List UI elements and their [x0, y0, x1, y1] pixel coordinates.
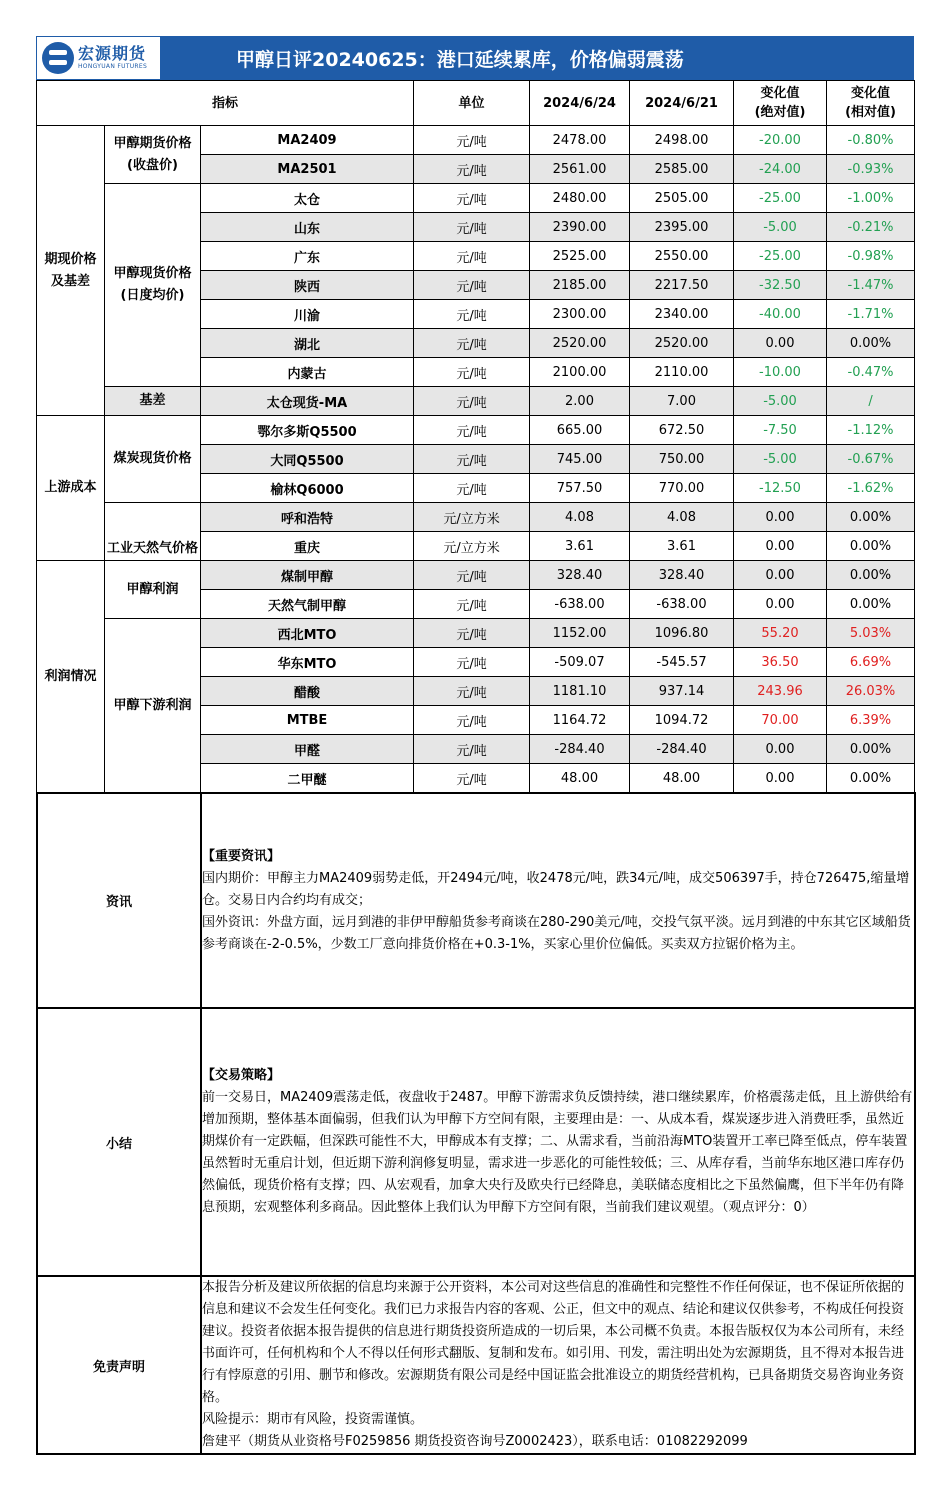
logo-english-name: HONGYUAN FUTURES — [78, 63, 148, 70]
change-absolute: 0.00 — [734, 590, 827, 619]
group-basis-line1: 基差 — [139, 393, 166, 408]
group-downstream-profit-line1: 甲醇下游利润 — [113, 697, 192, 713]
group-gas-price — [105, 503, 201, 561]
change-relative: -0.98% — [827, 242, 915, 271]
indicator-name: 榆林Q6000 — [201, 474, 414, 503]
indicator-name: 陕西 — [201, 271, 414, 300]
change-absolute: -5.00 — [734, 213, 827, 242]
unit-cell: 元/吨 — [414, 619, 530, 648]
change-relative: 26.03% — [827, 677, 915, 706]
group-coal-price-line1: 煤炭现货价格 — [113, 451, 192, 466]
news-body — [201, 793, 915, 1008]
change-relative: 6.39% — [827, 706, 915, 735]
change-relative: 5.03% — [827, 619, 915, 648]
unit-cell: 元/吨 — [414, 764, 530, 793]
header-rel-change-line1: 变化值 — [851, 86, 891, 101]
change-relative: -0.47% — [827, 358, 915, 387]
change-absolute: 0.00 — [734, 532, 827, 561]
change-absolute: -40.00 — [734, 300, 827, 329]
indicator-name: 甲醛 — [201, 735, 414, 764]
unit-cell: 元/吨 — [414, 300, 530, 329]
value-previous: 2585.00 — [630, 155, 734, 184]
table-row — [37, 561, 915, 590]
indicator-name: 山东 — [201, 213, 414, 242]
indicator-name: MA2501 — [201, 155, 414, 184]
indicator-name: 华东MTO — [201, 648, 414, 677]
header-abs-change — [734, 81, 827, 126]
value-current: 1181.10 — [530, 677, 630, 706]
header-rel-change — [827, 81, 915, 126]
group-futures-price — [105, 126, 201, 184]
header-rel-change-line2: (相对值) — [845, 105, 896, 120]
change-relative: 0.00% — [827, 329, 915, 358]
unit-cell: 元/吨 — [414, 677, 530, 706]
unit-cell: 元/吨 — [414, 184, 530, 213]
value-previous: 750.00 — [630, 445, 734, 474]
change-relative: 0.00% — [827, 503, 915, 532]
header-abs-change-line2: (绝对值) — [754, 105, 806, 120]
unit-cell: 元/吨 — [414, 590, 530, 619]
unit-cell: 元/吨 — [414, 271, 530, 300]
change-relative: 6.69% — [827, 648, 915, 677]
change-relative: -0.67% — [827, 445, 915, 474]
indicator-name: 重庆 — [201, 532, 414, 561]
indicator-name: 内蒙古 — [201, 358, 414, 387]
change-absolute: -5.00 — [734, 387, 827, 416]
indicator-table — [36, 80, 915, 793]
logo-mark-icon — [42, 42, 74, 74]
indicator-name: 广东 — [201, 242, 414, 271]
unit-cell: 元/吨 — [414, 416, 530, 445]
category-spot-basis-line2: 及基差 — [50, 273, 90, 289]
change-absolute: 243.96 — [734, 677, 827, 706]
indicator-name: 太仓现货-MA — [201, 387, 414, 416]
disclaimer-row — [37, 1276, 915, 1454]
indicator-name: 大同Q5500 — [201, 445, 414, 474]
value-previous: 2498.00 — [630, 126, 734, 155]
indicator-name: 煤制甲醇 — [201, 561, 414, 590]
category-upstream-cost — [37, 416, 105, 561]
value-current: 3.61 — [530, 532, 630, 561]
value-previous: 2395.00 — [630, 213, 734, 242]
value-previous: 2110.00 — [630, 358, 734, 387]
change-relative: -1.12% — [827, 416, 915, 445]
unit-cell: 元/吨 — [414, 213, 530, 242]
indicator-name: 鄂尔多斯Q5500 — [201, 416, 414, 445]
value-previous: -284.40 — [630, 735, 734, 764]
summary-body — [201, 1008, 915, 1276]
unit-cell: 元/吨 — [414, 445, 530, 474]
commentary-table — [36, 792, 916, 1455]
value-current: 2185.00 — [530, 271, 630, 300]
value-current: -638.00 — [530, 590, 630, 619]
value-previous: 3.61 — [630, 532, 734, 561]
disclaimer-body — [201, 1276, 915, 1454]
change-absolute: 55.20 — [734, 619, 827, 648]
value-current: 328.40 — [530, 561, 630, 590]
value-previous: 328.40 — [630, 561, 734, 590]
change-absolute: 70.00 — [734, 706, 827, 735]
value-current: 2525.00 — [530, 242, 630, 271]
unit-cell: 元/吨 — [414, 561, 530, 590]
summary-tag: 【交易策略】 — [202, 1068, 281, 1083]
unit-cell: 元/吨 — [414, 155, 530, 184]
group-futures-price-line1: 甲醇期货价格 — [113, 135, 192, 151]
change-absolute: -5.00 — [734, 445, 827, 474]
value-previous: -638.00 — [630, 590, 734, 619]
value-previous: -545.57 — [630, 648, 734, 677]
table-row — [37, 126, 915, 155]
unit-cell: 元/吨 — [414, 706, 530, 735]
unit-cell: 元/吨 — [414, 126, 530, 155]
change-relative: 0.00% — [827, 590, 915, 619]
value-current: 2480.00 — [530, 184, 630, 213]
indicator-name: 西北MTO — [201, 619, 414, 648]
value-previous: 672.50 — [630, 416, 734, 445]
change-relative: 0.00% — [827, 532, 915, 561]
indicator-name: 湖北 — [201, 329, 414, 358]
value-current: 1164.72 — [530, 706, 630, 735]
report-title: 甲醇日评20240625：港口延续累库，价格偏弱震荡 — [236, 48, 684, 71]
table-row — [37, 416, 915, 445]
group-coal-price — [105, 416, 201, 503]
group-futures-price-line2: (收盘价) — [127, 157, 178, 173]
value-current: 2561.00 — [530, 155, 630, 184]
unit-cell: 元/吨 — [414, 735, 530, 764]
value-current: 2520.00 — [530, 329, 630, 358]
value-current: 745.00 — [530, 445, 630, 474]
change-relative: -0.80% — [827, 126, 915, 155]
change-absolute: 0.00 — [734, 503, 827, 532]
report-sheet — [36, 36, 914, 1455]
group-downstream-profit — [105, 619, 201, 793]
group-methanol-profit — [105, 561, 201, 619]
change-relative: -0.21% — [827, 213, 915, 242]
group-methanol-profit-line1: 甲醇利润 — [126, 581, 179, 597]
analyst-contact: 詹建平（期货从业资格号F0259856 期货投资咨询号Z0002423），联系电话：01082292099 — [202, 1434, 748, 1449]
indicator-name: MA2409 — [201, 126, 414, 155]
unit-cell: 元/立方米 — [414, 532, 530, 561]
value-previous: 2505.00 — [630, 184, 734, 213]
unit-cell: 元/立方米 — [414, 503, 530, 532]
change-relative: 0.00% — [827, 764, 915, 793]
unit-cell: 元/吨 — [414, 387, 530, 416]
value-current: 1152.00 — [530, 619, 630, 648]
group-gas-price-line1: 工业天然气价格 — [106, 541, 198, 556]
news-foreign: 国外资讯：外盘方面，远月到港的非伊甲醇船货参考商谈在280-290美元/吨，交投气氛平淡。远月到港的中东其它区域船货参考商谈在-2-0.5%，少数工厂意向排货价格在+0.3-1%，买家心里价位偏低。买卖双方拉锯价格为主。 — [202, 914, 911, 952]
unit-cell: 元/吨 — [414, 474, 530, 503]
disclaimer-text: 本报告分析及建议所依据的信息均来源于公开资料，本公司对这些信息的准确性和完整性不作任何保证，也不保证所依据的信息和建议不会发生任何变化。我们已力求报告内容的客观、公正，但文中的观点、结论和建议仅供参考，不构成任何投资建议。投资者依据本报告提供的信息进行期货投资所造成的一切后果，本公司概不负责。本报告版权仅为本公司所有，未经书面许可，任何机构和个人不得以任何形式翻版、复制和发布。如引用、刊发，需注明出处为宏源期货，且不得对本报告进行有悖原意的引用、删节和修改。宏源期货有限公司是经中国证监会批准设立的期货经营机构，已具备期货交易咨询业务资格。 — [202, 1280, 905, 1405]
indicator-name: 川渝 — [201, 300, 414, 329]
value-current: 2.00 — [530, 387, 630, 416]
disclaimer-label: 免责声明 — [37, 1276, 201, 1454]
header-unit: 单位 — [414, 81, 530, 126]
value-previous: 1094.72 — [630, 706, 734, 735]
logo-text — [78, 46, 147, 70]
value-previous: 4.08 — [630, 503, 734, 532]
value-previous: 770.00 — [630, 474, 734, 503]
value-current: 48.00 — [530, 764, 630, 793]
category-spot-basis-line1: 期现价格 — [44, 251, 97, 267]
group-spot-price — [105, 184, 201, 387]
change-absolute: -12.50 — [734, 474, 827, 503]
change-absolute: 36.50 — [734, 648, 827, 677]
change-absolute: -25.00 — [734, 242, 827, 271]
news-label: 资讯 — [37, 793, 201, 1008]
unit-cell: 元/吨 — [414, 358, 530, 387]
change-absolute: 0.00 — [734, 735, 827, 764]
summary-label: 小结 — [37, 1008, 201, 1276]
table-row — [37, 503, 915, 532]
value-current: -509.07 — [530, 648, 630, 677]
change-absolute: -10.00 — [734, 358, 827, 387]
change-absolute: 0.00 — [734, 329, 827, 358]
group-spot-price-line2: (日度均价) — [120, 288, 185, 303]
value-previous: 48.00 — [630, 764, 734, 793]
table-row — [37, 184, 915, 213]
indicator-name: 天然气制甲醇 — [201, 590, 414, 619]
summary-text: 前一交易日，MA2409震荡走低，夜盘收于2487。甲醇下游需求负反馈持续，港口继续累库，价格震荡走低，且上游供给有增加预期，整体基本面偏弱，但我们认为甲醇下方空间有限，主要理由是：一、从成本看，煤炭逐步进入消费旺季，虽然近期煤价有一定跌幅，但深跌可能性不大，甲醇成本有支撑；二、从需求看，当前沿海MTO装置开工率已降至低点，停车装置虽然暂时无重启计划，但近期下游利润修复明显，需求进一步恶化的可能性较低；三、从库存看，当前华东地区港口库存仍然偏低，现货价格有支撑；四、从宏观看，加拿大央行及欧央行已经降息，美联储态度相比之下虽然偏鹰，但下半年仍有降息预期，宏观整体利多商品。因此整体上我们认为甲醇下方空间有限，当前我们建议观望。（观点评分：0） — [202, 1090, 913, 1215]
change-relative: -0.93% — [827, 155, 915, 184]
group-spot-price-line1: 甲醇现货价格 — [113, 266, 192, 281]
value-previous: 7.00 — [630, 387, 734, 416]
indicator-name: MTBE — [201, 706, 414, 735]
change-relative: 0.00% — [827, 735, 915, 764]
value-current: 757.50 — [530, 474, 630, 503]
change-absolute: -25.00 — [734, 184, 827, 213]
category-profit-line1: 利润情况 — [44, 668, 97, 684]
value-current: 2100.00 — [530, 358, 630, 387]
header-date-current: 2024/6/24 — [530, 81, 630, 126]
value-current: 4.08 — [530, 503, 630, 532]
change-absolute: 0.00 — [734, 561, 827, 590]
category-upstream-cost-line1: 上游成本 — [44, 480, 97, 495]
category-profit — [37, 561, 105, 793]
header-indicator: 指标 — [37, 81, 414, 126]
header-date-previous: 2024/6/21 — [630, 81, 734, 126]
change-absolute: -7.50 — [734, 416, 827, 445]
indicator-name: 二甲醚 — [201, 764, 414, 793]
value-previous: 1096.80 — [630, 619, 734, 648]
risk-warning: 风险提示：期市有风险，投资需谨慎。 — [202, 1412, 424, 1427]
change-relative: -1.62% — [827, 474, 915, 503]
unit-cell: 元/吨 — [414, 329, 530, 358]
change-relative: / — [827, 387, 915, 416]
unit-cell: 元/吨 — [414, 648, 530, 677]
change-absolute: -32.50 — [734, 271, 827, 300]
company-logo — [37, 37, 161, 79]
news-row — [37, 793, 915, 1008]
table-header-row — [37, 81, 915, 126]
change-relative: -1.00% — [827, 184, 915, 213]
change-absolute: -24.00 — [734, 155, 827, 184]
value-current: 2478.00 — [530, 126, 630, 155]
value-current: 2390.00 — [530, 213, 630, 242]
change-relative: 0.00% — [827, 561, 915, 590]
indicator-name: 醋酸 — [201, 677, 414, 706]
value-current: 2300.00 — [530, 300, 630, 329]
change-absolute: -20.00 — [734, 126, 827, 155]
header-abs-change-line1: 变化值 — [760, 86, 800, 101]
value-previous: 2340.00 — [630, 300, 734, 329]
news-tag: 【重要资讯】 — [202, 848, 281, 864]
report-header — [36, 36, 914, 80]
value-previous: 2520.00 — [630, 329, 734, 358]
news-domestic: 国内期价：甲醇主力MA2409弱势走低，开2494元/吨，收2478元/吨，跌34元/吨，成交506397手，持仓726475,缩量增仓。交易日内合约均有成交； — [202, 870, 910, 908]
value-previous: 2550.00 — [630, 242, 734, 271]
category-spot-basis — [37, 126, 105, 416]
value-previous: 2217.50 — [630, 271, 734, 300]
value-current: 665.00 — [530, 416, 630, 445]
change-absolute: 0.00 — [734, 764, 827, 793]
indicator-name: 呼和浩特 — [201, 503, 414, 532]
value-current: -284.40 — [530, 735, 630, 764]
table-row — [37, 387, 915, 416]
unit-cell: 元/吨 — [414, 242, 530, 271]
group-basis — [105, 387, 201, 416]
change-relative: -1.71% — [827, 300, 915, 329]
value-previous: 937.14 — [630, 677, 734, 706]
change-relative: -1.47% — [827, 271, 915, 300]
summary-row — [37, 1008, 915, 1276]
indicator-name: 太仓 — [201, 184, 414, 213]
table-row — [37, 619, 915, 648]
logo-name: 宏源期货 — [78, 44, 147, 63]
